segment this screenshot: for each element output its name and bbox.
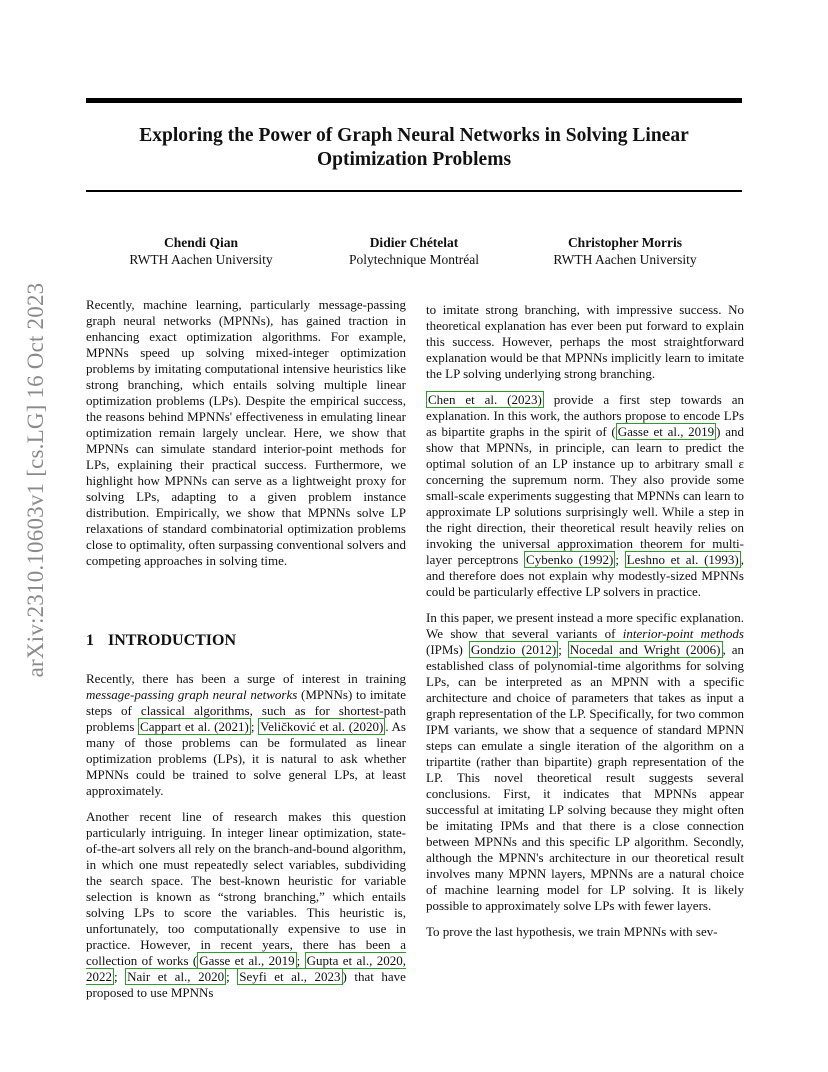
right-paragraph-2 [426,392,744,600]
text-run: . As many of those problems can be formulated as linear optimization problems (LPs), it is natural to ask whether MPNNs could be trained to solve general LPs, at least approximately. [86,719,406,798]
arxiv-stamp-text: arXiv:2310.10603v1 [cs.LG] 16 Oct 2023 [23,282,48,678]
citation-link[interactable]: Gasse et al., 2019 [199,953,295,968]
text-run: ; [558,642,568,657]
citation-link[interactable]: Cybenko (1992) [526,552,614,567]
right-paragraph-3 [426,610,744,914]
section-number: 1 [86,632,94,649]
title-line-1: Exploring the Power of Graph Neural Networks in Solving Linear [139,125,689,146]
author-name: Christopher Morris [567,235,683,250]
intro-paragraph-1 [86,671,406,799]
text-run: ; [226,969,238,984]
text-run: Another recent line of research makes this question particularly intriguing. In integer linear optimization, state-of-the-art solvers all rely on the branch-and-bound algorithm, in which one must repeatedly select variables, subdividing the search space. The best-known heuristic for variable selection is known as “strong branching,” which entails solving LPs to score the variables. This heuristic is, unfortunately, too computationally expensive to use in practice. However, in recent years, there has been a collection of works ( [86,809,406,968]
citation-link[interactable]: Nair et al., 2020 [127,969,225,984]
author-block-2 [314,234,514,268]
citation-link[interactable]: Chen et al. (2023) [428,392,542,407]
citation-link[interactable]: Leshno et al. (1993) [626,552,739,567]
citation-link[interactable]: Gupta et al., 2020, 2022 [86,953,406,984]
paper-title [86,124,742,172]
author-affiliation: RWTH Aachen University [553,252,697,267]
abstract-text: Recently, machine learning, particularly message-passing graph neural networks (MPNNs), has gained traction in enhancing exact optimization algorithms. For example, MPNNs speed up solving mixed-integer optimization problems by imitating computational intensive heuristics like strong branching, which entails solving multiple linear optimization problems (LPs). Despite the empirical success, the reasons behind MPNNs' effectiveness in emulating linear optimization remain largely unclear. Here, we show that MPNNs can simulate standard interior-point methods for LPs, explaining their practical success. Furthermore, we highlight how MPNNs can serve as a lightweight proxy for solving LPs, adapting to a given problem instance distribution. Empirically, we show that MPNNs solve LP relaxations of standard combinatorial optimization problems close to optimality, often surpassing conventional solvers and competing approaches in solving time. [86,297,406,568]
author-block-1 [101,234,301,268]
author-name: Chendi Qian [164,235,238,250]
text-run: ) and show that MPNNs, in principle, can learn to predict the optimal solution of an LP instance up to arbitrary small ε concerning the supremum norm. They also provide some small-scale experiments suggesting that MPNNs can learn to approximate LP solutions surprisingly well. While a step in the right direction, their theoretical result heavily relies on invoking the universal approximation theorem for multi-layer perceptrons [426,424,744,567]
citation-link[interactable]: Gasse et al., 2019 [617,424,715,439]
citation-link[interactable]: Veličković et al. (2020) [260,719,384,734]
author-name: Didier Chételat [369,235,459,250]
text-run: (MPNNs) to imitate steps of classical algorithms, such as for shortest-path problems [86,687,407,734]
intro-left-column [86,671,406,1011]
text-run: , an established class of polynomial-time algorithms for solving LPs, can be interpreted as an MPNN with a specific architecture and choice of parameters that takes as input a graph representation of the LP. Specifically, for two common IPM variants, we show that a sequence of standard MPNN steps can emulate a single iteration of the algorithm on a tripartite (rather than bipartite) graph representation of the LP. This novel theoretical result suggests several conclusions. First, it indicates that MPNNs appear successful at imitating LP solving because they might often be imitating IPMs and that there is a close connection between MPNNs and this specific LP algorithm. Secondly, although the MPNN's architecture in our theoretical result involves many MPNN layers, MPNNs are a natural choice of machine learning model for LP solving. It is likely possible to approximately solve LPs with fewer layers. [426,642,744,913]
text-run: In this paper, we present instead a more specific explanation. We show that several variants of [426,610,744,641]
author-affiliation: RWTH Aachen University [129,252,273,267]
citation-link[interactable]: Cappart et al. (2021) [140,719,249,734]
text-run: Recently, there has been a surge of interest in training [86,671,406,686]
emphasis-text: message-passing graph neural networks [86,687,298,702]
top-rule [86,98,742,103]
text-run: ; [296,953,305,968]
section-heading [86,632,236,650]
text-run: ) that have proposed to use MPNNs [86,969,406,1000]
right-paragraph-4: To prove the last hypothesis, we train MPNNs with sev- [426,924,718,939]
right-column [426,302,744,950]
author-affiliation: Polytechnique Montréal [348,252,480,267]
citation-link[interactable]: Gondzio (2012) [470,642,557,657]
text-run: , and therefore does not explain why modestly-sized MPNNs could be particularly effective LP solvers in practice. [426,552,744,599]
right-paragraph-1: to imitate strong branching, with impressive success. No theoretical explanation has ever been put forward to explain this success. However, perhaps the most straightforward explanation would be that MPNNs implicitly learn to imitate the LP solving underlying strong branching. [426,302,744,381]
author-block-3 [525,234,725,268]
text-run: ; [615,552,625,567]
section-title: INTRODUCTION [108,632,237,649]
text-run: ; [114,969,126,984]
citation-link[interactable]: Nocedal and Wright (2006) [569,642,721,657]
abstract [86,297,406,579]
title-bottom-rule [86,190,742,192]
text-run: provide a first step towards an explanation. In this work, the authors propose to encode LPs as bipartite graphs in the spirit of ( [426,392,744,439]
citation-link[interactable]: Seyfi et al., 2023 [239,969,341,984]
title-line-2: Optimization Problems [316,149,512,170]
text-run: (IPMs) [426,642,469,657]
text-run: ; [250,719,259,734]
emphasis-text: interior-point methods [622,626,744,641]
intro-paragraph-2 [86,809,406,1001]
